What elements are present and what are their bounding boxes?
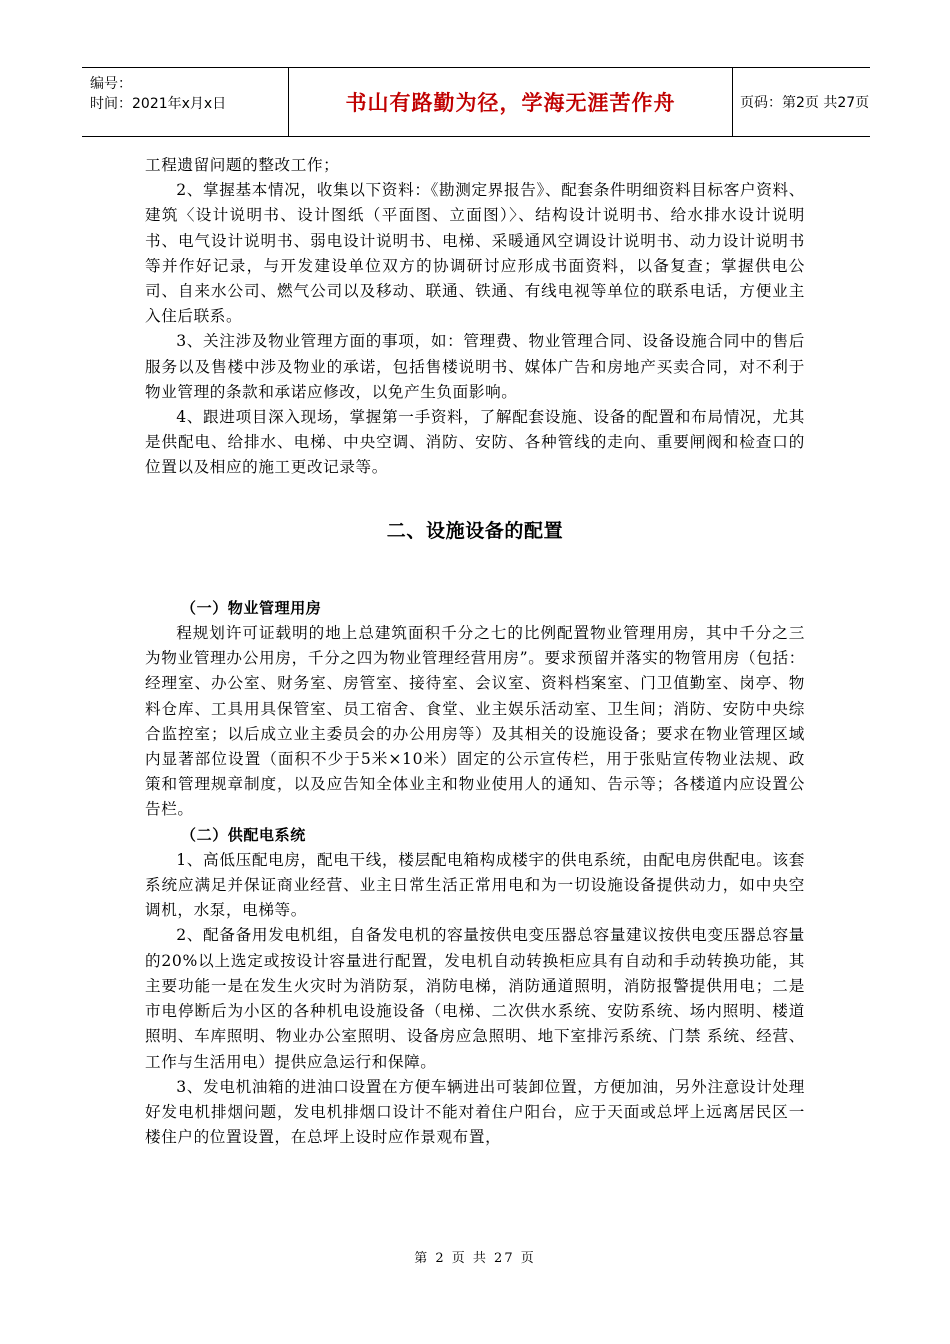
paragraph: 1、高低压配电房，配电干线，楼层配电箱构成楼宇的供电系统，由配电房供配电。该套系统应满足并保证商业经营、业主日常生活正常用电和为一切设施设备提供动力，如中央空调机，水泵，电梯等。 [145,850,805,920]
paragraph: 程规划许可证载明的地上总建筑面积千分之七的比例配置物业管理用房，其中千分之三为物业管理办公用房，千分之四为物业管理经营用房”。要求预留并落实的物管用房（包括：经理室、办公室、财务室、房管室、接待室、会议室、资料档案室、门卫值勤室、岗亭、物料仓库、工具用具保管室、员工宿舍、食堂、业主娱乐活动室、卫生间；消防、安防中央综合监控室；以后成立业主委员会的办公用房等）及其相关的设施设备；要求在物业管理区域内显著部位设置（面积不少于5米×10米）固定的公示宣传栏，用于张贴宣传物业法规、政策和管理规章制度，以及应告知全体业主和物业使用人的通知、告示等；各楼道内应设置公告栏。 [145,624,805,819]
paragraph: 3、关注涉及物业管理方面的事项，如：管理费、物业管理合同、设备设施合同中的售后服务以及售楼中涉及物业的承诺，包括售楼说明书、媒体广告和房地产买卖合同，对不利于物业管理的条款和承诺应修改，以免产生负面影响。 [145,332,805,401]
subsection-title: （一）物业管理用房 [181,598,322,617]
header-page-info: 页码：第2页 共27页 [740,95,870,111]
page-footer: 第 2 页 共 27 页 [414,1251,536,1266]
header-motto: 书山有路勤为径，学海无涯苦作舟 [288,68,733,136]
doc-number-label: 编号： [90,76,132,92]
document-body [145,153,805,1150]
header-meta [90,74,226,114]
doc-time-label: 时间：2021年x月x日 [90,96,227,112]
section-title: 二、设施设备的配置 [386,519,564,542]
subsection-title: （二）供配电系统 [181,825,306,844]
paragraph: 2、配备备用发电机组，自备发电机的容量按供电变压器总容量建议按供电变压器总容量的20%以上选定或按设计容量进行配置，发电机自动转换柜应具有自动和手动转换功能，其主要功能一是在发生火灾时为消防泵，消防电梯，消防通道照明，消防报警提供用电；二是市电停断后为小区的各种机电设施设备（电梯、二次供水系统、安防系统、场内照明、楼道照明、车库照明、物业办公室照明、设备房应急照明、地下室排污系统、门禁 系统、经营、工作与生活用电）提供应急运行和保障。 [145,926,805,1071]
page-header [82,67,870,137]
paragraph: 4、跟进项目深入现场，掌握第一手资料，了解配套设施、设备的配置和布局情况，尤其是供配电、给排水、电梯、中央空调、消防、安防、各种管线的走向、重要闸阀和检查口的位置以及相应的施工更改记录等。 [145,408,805,477]
paragraph: 2、掌握基本情况，收集以下资料：《勘测定界报告》、配套条件明细资料目标客户资料、建筑〈设计说明书、设计图纸（平面图、立面图）〉、结构设计说明书、给水排水设计说明书、电气设计说明书、弱电设计说明书、电梯、采暖通风空调设计说明书、动力设计说明书等并作好记录，与开发建设单位双方的协调研讨应形成书面资料，以备复查；掌握供电公司、自来水公司、燃气公司以及移动、联通、铁通、有线电视等单位的联系电话，方便业主入住后联系。 [145,181,805,326]
paragraph: 工程遗留问题的整改工作； [145,156,340,174]
paragraph: 3、发电机油箱的进油口设置在方便车辆进出可装卸位置，方便加油，另外注意设计处理好发电机排烟问题，发电机排烟口设计不能对着住户阳台，应于天面或总坪上远离居民区一楼住户的位置设置，在总坪上设时应作景观布置， [145,1077,805,1147]
